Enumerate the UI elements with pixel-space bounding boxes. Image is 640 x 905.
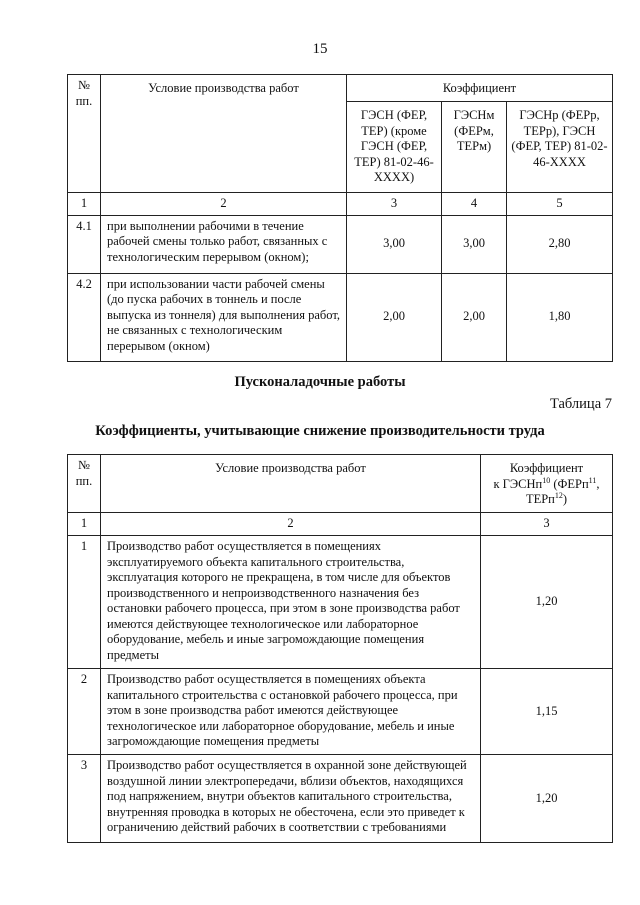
row-coef-gesnm: 3,00	[442, 215, 507, 273]
header-coefficient: Коэффициент	[347, 75, 613, 102]
coef-header-ferp: (ФЕРп	[550, 476, 589, 491]
table-title: Коэффициенты, учитывающие снижение производительности труда	[95, 423, 545, 439]
footnote-ref-10: 10	[542, 475, 551, 485]
row-coef: 1,15	[481, 669, 613, 755]
col-number-3: 3	[481, 513, 613, 536]
row-coef-gesnm: 2,00	[442, 273, 507, 361]
col-number-1: 1	[68, 513, 101, 536]
coef-header-comma: ,	[596, 476, 600, 491]
footnote-ref-12: 12	[554, 490, 563, 500]
table-row	[68, 755, 613, 843]
row-condition: Производство работ осуществляется в помещениях эксплуатируемого объекта капитального строительства, эксплуатация которого не прекращена, в том числе для объектов производственного и непроизводственного назначения без остановки рабочего процесса, при этом в зоне производства работ имеются действующее технологическое или лабораторное оборудование, мебель и иные загромождающие помещения предметы	[101, 536, 481, 669]
col-number-5: 5	[507, 192, 613, 215]
header-num: № пп.	[68, 455, 101, 513]
page-number: 15	[312, 41, 328, 57]
coef-header-gesnp: к ГЭСНп	[493, 476, 543, 491]
row-num: 4.2	[68, 273, 101, 361]
table-row	[68, 215, 613, 273]
col-number-2: 2	[101, 192, 347, 215]
row-coef: 1,20	[481, 536, 613, 669]
row-num: 1	[68, 536, 101, 669]
coef-header-terp: ТЕРп	[525, 492, 555, 506]
col-number-3: 3	[347, 192, 442, 215]
coef-header-line1: Коэффициент	[509, 461, 584, 475]
row-num: 4.1	[68, 215, 101, 273]
header-num: № пп.	[68, 75, 101, 193]
coef-header-close: )	[562, 492, 568, 506]
header-gesnm: ГЭСНм (ФЕРм, ТЕРм)	[442, 102, 507, 193]
row-condition: при использовании части рабочей смены (до пуска рабочих в тоннель и после выпуска из тоннеля) для выполнения работ, не связанных с технологическим перерывом (окном)	[101, 273, 347, 361]
col-number-1: 1	[68, 192, 101, 215]
col-number-4: 4	[442, 192, 507, 215]
coefficients-table-tunnel	[67, 74, 613, 362]
footnote-ref-11: 11	[588, 475, 597, 485]
row-coef-gesn: 2,00	[347, 273, 442, 361]
table-row	[68, 273, 613, 361]
row-coef: 1,20	[481, 755, 613, 843]
row-coef-gesnr: 2,80	[507, 215, 613, 273]
header-coefficient	[481, 455, 613, 513]
table-row	[68, 669, 613, 755]
table-row	[68, 536, 613, 669]
section-title: Пусконаладочные работы	[234, 374, 406, 390]
row-num: 2	[68, 669, 101, 755]
table-label: Таблица 7	[549, 396, 612, 412]
coef-header-line2	[487, 477, 606, 493]
coefficients-table-commissioning	[67, 454, 613, 843]
header-condition: Условие производства работ	[101, 455, 481, 513]
row-num: 3	[68, 755, 101, 843]
row-coef-gesnr: 1,80	[507, 273, 613, 361]
coef-header-line3	[487, 492, 606, 508]
row-condition: при выполнении рабочими в течение рабочей смены только работ, связанных с технологическим перерывом (окном);	[101, 215, 347, 273]
row-coef-gesn: 3,00	[347, 215, 442, 273]
col-number-2: 2	[101, 513, 481, 536]
row-condition: Производство работ осуществляется в охранной зоне действующей воздушной линии электропередачи, вблизи объектов, находящихся под напряжением, внутри объектов капитального строительства, внутренняя проводка в которых не обесточена, если это приведет к ограничению действий рабочих в соответствии с требованиями	[101, 755, 481, 843]
header-condition: Условие производства работ	[101, 75, 347, 193]
header-gesn: ГЭСН (ФЕР, ТЕР) (кроме ГЭСН (ФЕР, ТЕР) 81-02-46-XXXX)	[347, 102, 442, 193]
row-condition: Производство работ осуществляется в помещениях объекта капитального строительства с остановкой рабочего процесса, при этом в зоне производства работ имеются действующее технологическое или лабораторное оборудование, мебель и иные загромождающие помещения предметы	[101, 669, 481, 755]
header-gesnr: ГЭСНр (ФЕРр, ТЕРр), ГЭСН (ФЕР, ТЕР) 81-02-46-XXXX	[507, 102, 613, 193]
